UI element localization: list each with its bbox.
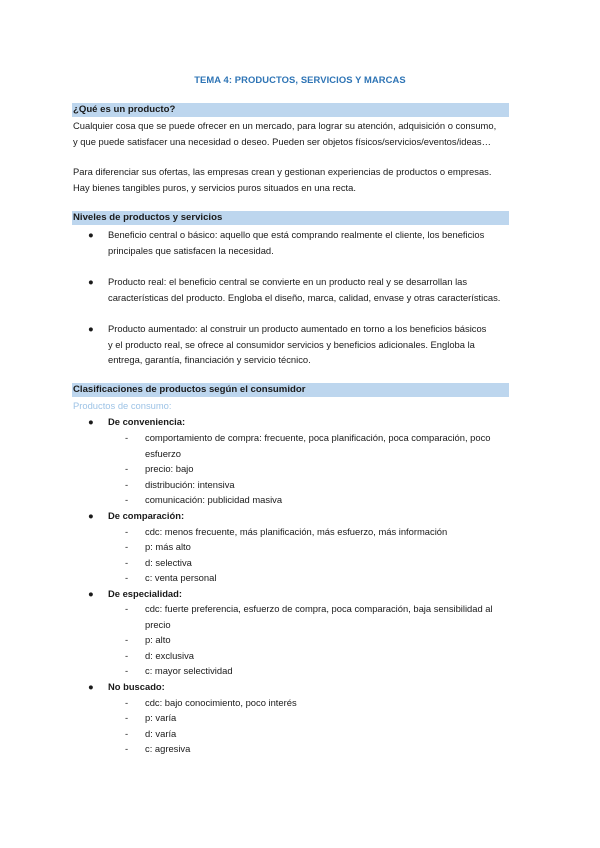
bullet-icon: ● — [88, 510, 94, 521]
dash-marker: - — [125, 712, 129, 723]
text-line: y que puede satisfacer una necesidad o deseo. Pueden ser objetos físicos/servicios/eventos/ideas… — [73, 135, 491, 147]
text-line: p: varía — [145, 712, 177, 723]
text-line: d: varía — [145, 728, 177, 739]
dash-marker: - — [125, 541, 129, 552]
text-line: distribución: intensiva — [145, 479, 235, 490]
text-line: entrega, garantía, financiación y servicio técnico. — [108, 354, 311, 366]
text-line: cdc: menos frecuente, más planificación, más esfuerzo, más información — [145, 526, 448, 537]
text-line: p: alto — [145, 634, 171, 645]
dash-marker: - — [125, 697, 129, 708]
dash-marker: - — [125, 432, 129, 443]
dash-marker: - — [125, 526, 129, 537]
section-heading-que-es-producto: ¿Qué es un producto? — [72, 103, 509, 117]
text-line: esfuerzo — [145, 447, 181, 459]
category-label: De conveniencia: — [108, 416, 186, 427]
document-title: TEMA 4: PRODUCTOS, SERVICIOS Y MARCAS — [194, 74, 406, 85]
text-line: cdc: bajo conocimiento, poco interés — [145, 697, 297, 708]
bullet-icon: ● — [88, 229, 94, 240]
text-line: principales que satisfacen la necesidad. — [108, 244, 274, 256]
category-label: No buscado: — [108, 681, 165, 692]
text-line: Beneficio central o básico: aquello que está comprando realmente el cliente, los beneficios — [108, 229, 485, 240]
dash-marker: - — [125, 557, 129, 568]
text-line: precio: bajo — [145, 463, 194, 474]
paragraph-definicion — [73, 118, 543, 149]
text-line: d: selectiva — [145, 557, 192, 568]
dash-marker: - — [125, 728, 129, 739]
category-label: De comparación: — [108, 510, 185, 521]
text-line: Producto aumentado: al construir un producto aumentado en torno a los beneficios básicos — [108, 323, 487, 334]
dash-marker: - — [125, 665, 129, 676]
text-line: p: más alto — [145, 541, 191, 552]
text-line: características del producto. Engloba el diseño, marca, calidad, envase y otras características. — [108, 291, 501, 303]
text-line: Cualquier cosa que se puede ofrecer en un mercado, para lograr su atención, adquisición o consumo, — [73, 120, 497, 131]
text-line: comunicación: publicidad masiva — [145, 494, 283, 505]
section-heading-clasificaciones: Clasificaciones de productos según el consumidor — [72, 383, 509, 397]
section-heading-niveles: Niveles de productos y servicios — [72, 211, 509, 225]
text-line: c: agresiva — [145, 743, 191, 754]
dash-marker: - — [125, 634, 129, 645]
text-line: d: exclusiva — [145, 650, 194, 661]
bullet-icon: ● — [88, 588, 94, 599]
bullet-icon: ● — [88, 323, 94, 334]
text-line: Para diferenciar sus ofertas, las empresas crean y gestionan experiencias de productos o empresas. — [73, 166, 492, 177]
bullet-icon: ● — [88, 276, 94, 287]
bullet-icon: ● — [88, 416, 94, 427]
dash-marker: - — [125, 650, 129, 661]
subheading-productos-consumo: Productos de consumo: — [73, 400, 172, 411]
text-line: cdc: fuerte preferencia, esfuerzo de compra, poca comparación, baja sensibilidad al — [145, 603, 493, 614]
dash-marker: - — [125, 572, 129, 583]
text-line: precio — [145, 618, 171, 630]
dash-marker: - — [125, 743, 129, 754]
dash-marker: - — [125, 494, 129, 505]
dash-marker: - — [125, 603, 129, 614]
text-line: c: venta personal — [145, 572, 217, 583]
text-line: comportamiento de compra: frecuente, poca planificación, poca comparación, poco — [145, 432, 491, 443]
text-line: c: mayor selectividad — [145, 665, 233, 676]
bullet-icon: ● — [88, 681, 94, 692]
text-line: Producto real: el beneficio central se convierte en un producto real y se desarrollan las — [108, 276, 468, 287]
paragraph-diferenciar — [73, 164, 543, 195]
dash-marker: - — [125, 479, 129, 490]
dash-marker: - — [125, 463, 129, 474]
text-line: y el producto real, se ofrece al consumidor servicios y beneficios adicionales. Engloba la — [108, 338, 475, 350]
text-line: Hay bienes tangibles puros, y servicios puros situados en una recta. — [73, 181, 356, 193]
category-label: De especialidad: — [108, 588, 182, 599]
